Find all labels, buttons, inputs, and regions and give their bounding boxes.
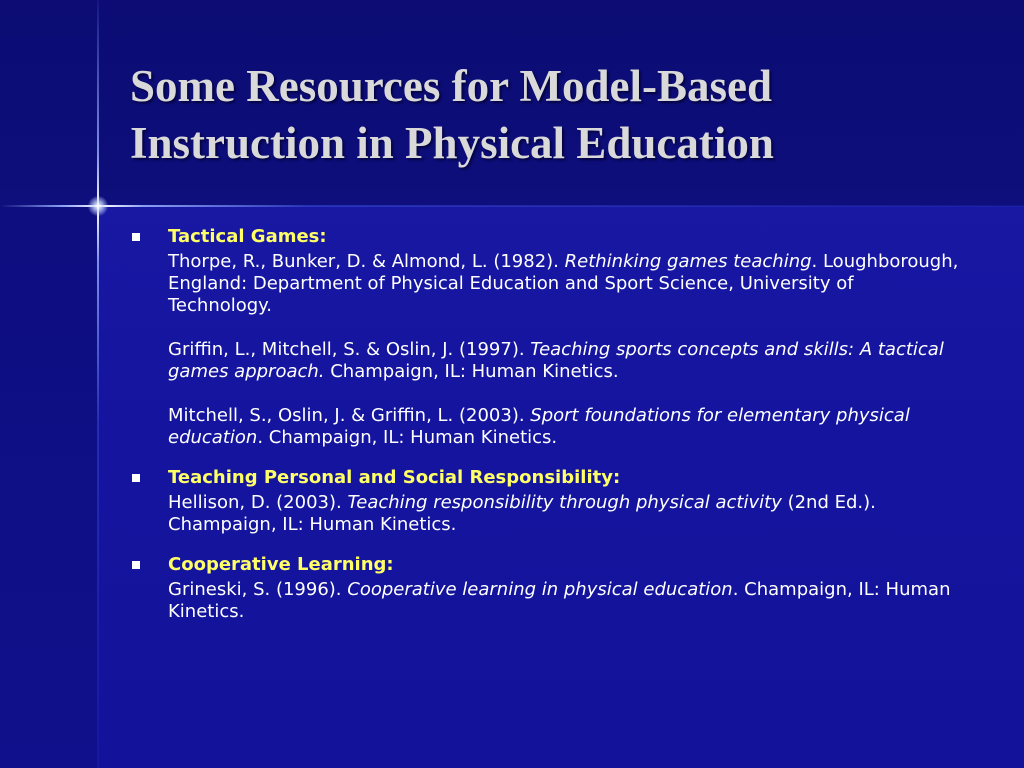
reference-entry	[130, 492, 960, 536]
bullet-item	[130, 224, 960, 249]
ref-authors: Thorpe, R., Bunker, D. & Almond, L. (1982).	[168, 251, 565, 272]
ref-publisher: . Champaign, IL: Human Kinetics.	[168, 579, 951, 622]
vertical-divider-line	[97, 0, 99, 768]
ref-authors: Hellison, D. (2003).	[168, 492, 348, 513]
ref-publisher: . Champaign, IL: Human Kinetics.	[257, 427, 558, 448]
ref-title: Teaching responsibility through physical activity	[347, 492, 782, 513]
ref-authors: Griffin, L., Mitchell, S. & Oslin, J. (1997).	[168, 339, 531, 360]
ref-authors: Mitchell, S., Oslin, J. & Griffin, L. (2003).	[168, 405, 531, 426]
title-line-2: Instruction in Physical Education	[130, 118, 774, 168]
slide-title	[130, 58, 990, 172]
title-line-1: Some Resources for Model-Based	[130, 61, 772, 111]
left-band	[0, 206, 98, 768]
reference-entry	[130, 579, 960, 623]
reference-entry	[130, 405, 960, 449]
ref-publisher: Champaign, IL: Human Kinetics.	[324, 361, 619, 382]
ref-title: Rethinking games teaching	[564, 251, 812, 272]
ref-publisher: . Loughborough, England: Department of Physical Education and Sport Science, University of Technology.	[168, 251, 959, 316]
ref-title: Teaching sports concepts and skills: A tactical games approach.	[168, 339, 944, 382]
section-heading: Cooperative Learning:	[168, 554, 394, 575]
square-bullet-icon	[132, 561, 140, 569]
section-heading: Teaching Personal and Social Responsibility:	[168, 467, 621, 488]
ref-publisher: (2nd Ed.). Champaign, IL: Human Kinetics.	[168, 492, 876, 535]
section-personal-social-responsibility	[130, 465, 960, 536]
section-heading: Tactical Games:	[168, 226, 327, 247]
bullet-item	[130, 465, 960, 490]
ref-title: Sport foundations for elementary physical education	[168, 405, 910, 448]
reference-entry	[130, 251, 960, 317]
sparkle-icon	[88, 196, 108, 216]
square-bullet-icon	[132, 474, 140, 482]
horizontal-divider-line	[0, 205, 1024, 207]
bullet-item	[130, 552, 960, 577]
ref-authors: Grineski, S. (1996).	[168, 579, 348, 600]
reference-entry	[130, 339, 960, 383]
slide-content	[130, 224, 960, 639]
section-cooperative-learning	[130, 552, 960, 623]
square-bullet-icon	[132, 233, 140, 241]
ref-title: Cooperative learning in physical education	[347, 579, 733, 600]
section-tactical-games	[130, 224, 960, 449]
